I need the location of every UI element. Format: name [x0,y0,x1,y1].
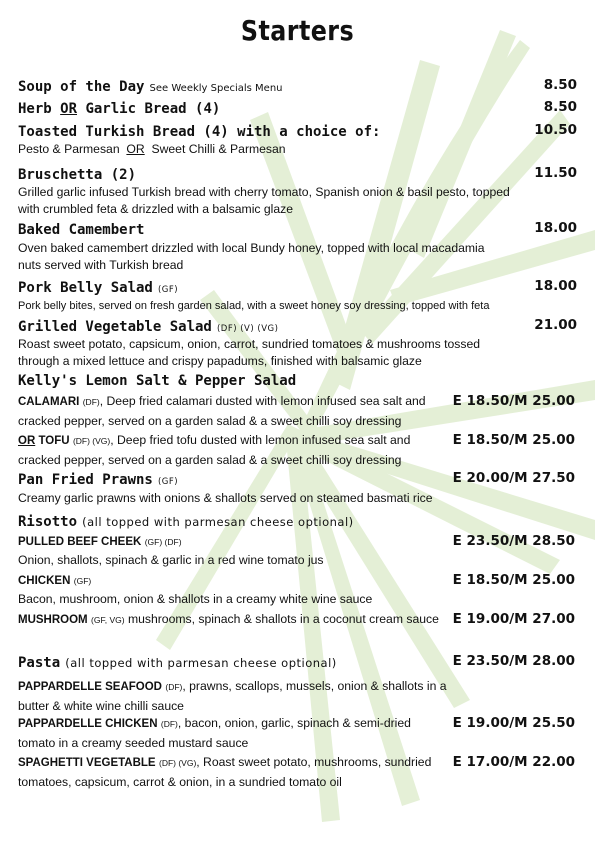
menu-section-pasta [18,652,577,672]
item-price: E 23.50/M 28.50 [452,533,575,549]
item-description: Bacon, mushroom, onion & shallots in a creamy white wine sauce [18,592,373,606]
item-price: E 18.50/M 25.00 [452,572,575,588]
menu-item-beef-cheek: PULLED BEEF CHEEK (GF) (DF) [18,536,182,548]
section-note: (all topped with parmesan cheese optional) [65,656,337,670]
item-price: E 17.00/M 22.00 [452,754,575,770]
item-name: Pan Fried Prawns [18,472,153,488]
item-description: Roast sweet potato, capsicum, onion, carrot, sundried tomatoes & mushrooms tossed through a mixed lettuce and crispy papadums, finished with balsamic glaze [18,337,480,368]
item-name: Toasted Turkish Bread (4) with a choice of: [18,124,381,140]
menu-item-soup [18,76,577,96]
item-tags: (GF) [157,285,179,295]
item-price: 8.50 [543,99,577,115]
item-price: 18.00 [534,220,577,236]
item-tags: (GF) [157,477,179,487]
page-title: Starters [240,14,355,47]
item-name: Bruschetta (2) [18,167,137,183]
item-price: 10.50 [534,122,577,138]
menu-item-bruschetta [18,164,577,184]
section-note: (all topped with parmesan cheese optional) [82,515,354,529]
menu-item-pan-fried-prawns [18,469,577,489]
item-price: 11.50 [534,165,577,181]
item-name: Pork Belly Salad [18,280,153,296]
menu-item-bread [18,98,577,118]
item-name: Soup of the Day [18,79,145,95]
item-price: E 20.00/M 27.50 [452,470,575,486]
menu-item-pappardelle-chicken: PAPPARDELLE CHICKEN (DF), bacon, onion, garlic, spinach & semi-dried tomato in a creamy seeded mustard sauce [18,716,411,750]
menu-item-tofu: OR TOFU (DF) (VG), Deep fried tofu dusted with lemon infused sea salt and cracked pepper, served on a garden salad & a sweet chilli soy dressing [18,433,411,467]
item-price: E 19.00/M 25.50 [452,715,575,731]
menu-item-pork-belly [18,277,577,297]
item-name: Grilled Vegetable Salad [18,319,212,335]
menu-section-risotto [18,511,577,531]
menu-item-turkish-bread [18,121,577,141]
menu-item-calamari: CALAMARI (DF), Deep fried calamari dusted with lemon infused sea salt and cracked pepper, served on a garden salad & a sweet chilli soy dressing [18,394,426,428]
menu-item-camembert [18,219,577,239]
item-description: Creamy garlic prawns with onions & shallots served on steamed basmati rice [18,491,433,505]
item-description: Onion, shallots, spinach & garlic in a red wine tomato jus [18,553,324,567]
item-price: E 18.50/M 25.00 [452,393,575,409]
menu-item-risotto-mushroom: MUSHROOM (GF, VG) mushrooms, spinach & shallots in a coconut cream sauce [18,612,439,626]
item-price: E 19.00/M 27.00 [452,611,575,627]
menu-item-spaghetti-vegetable: SPAGHETTI VEGETABLE (DF) (VG), Roast sweet potato, mushrooms, sundried tomatoes, capsicum, carrot & onion, in a sundried tomato oil [18,755,432,789]
section-name: Pasta [18,655,61,671]
item-price: E 18.50/M 25.00 [452,432,575,448]
menu-section-kellys-salad [18,370,577,390]
item-choices: Pesto & Parmesan OR Sweet Chilli & Parmesan [18,142,286,156]
item-description: Grilled garlic infused Turkish bread with cherry tomato, Spanish onion & basil pesto, topped with crumbled feta & drizzled with a balsamic glaze [18,185,510,216]
item-description: Pork belly bites, served on fresh garden salad, with a sweet honey soy dressing, topped with feta [18,300,490,312]
section-name: Kelly's Lemon Salt & Pepper Salad [18,373,297,389]
item-description: Oven baked camembert drizzled with local Bundy honey, topped with local macadamia nuts served with Turkish bread [18,241,485,272]
item-name: Baked Camembert [18,222,145,238]
item-name: Herb OR Garlic Bread (4) [18,101,221,117]
item-price: 21.00 [534,317,577,333]
item-price: 18.00 [534,278,577,294]
item-tags: (DF) (V) (VG) [216,324,279,334]
item-price: 8.50 [543,77,577,93]
section-name: Risotto [18,514,78,530]
item-note: See Weekly Specials Menu [149,83,283,94]
item-price: E 23.50/M 28.00 [452,653,575,669]
menu-item-risotto-chicken: CHICKEN (GF) [18,575,92,587]
menu-item-grilled-veg-salad [18,316,577,336]
menu-item-pappardelle-seafood: PAPPARDELLE SEAFOOD (DF), prawns, scallops, mussels, onion & shallots in a butter & white wine chilli sauce [18,679,447,713]
